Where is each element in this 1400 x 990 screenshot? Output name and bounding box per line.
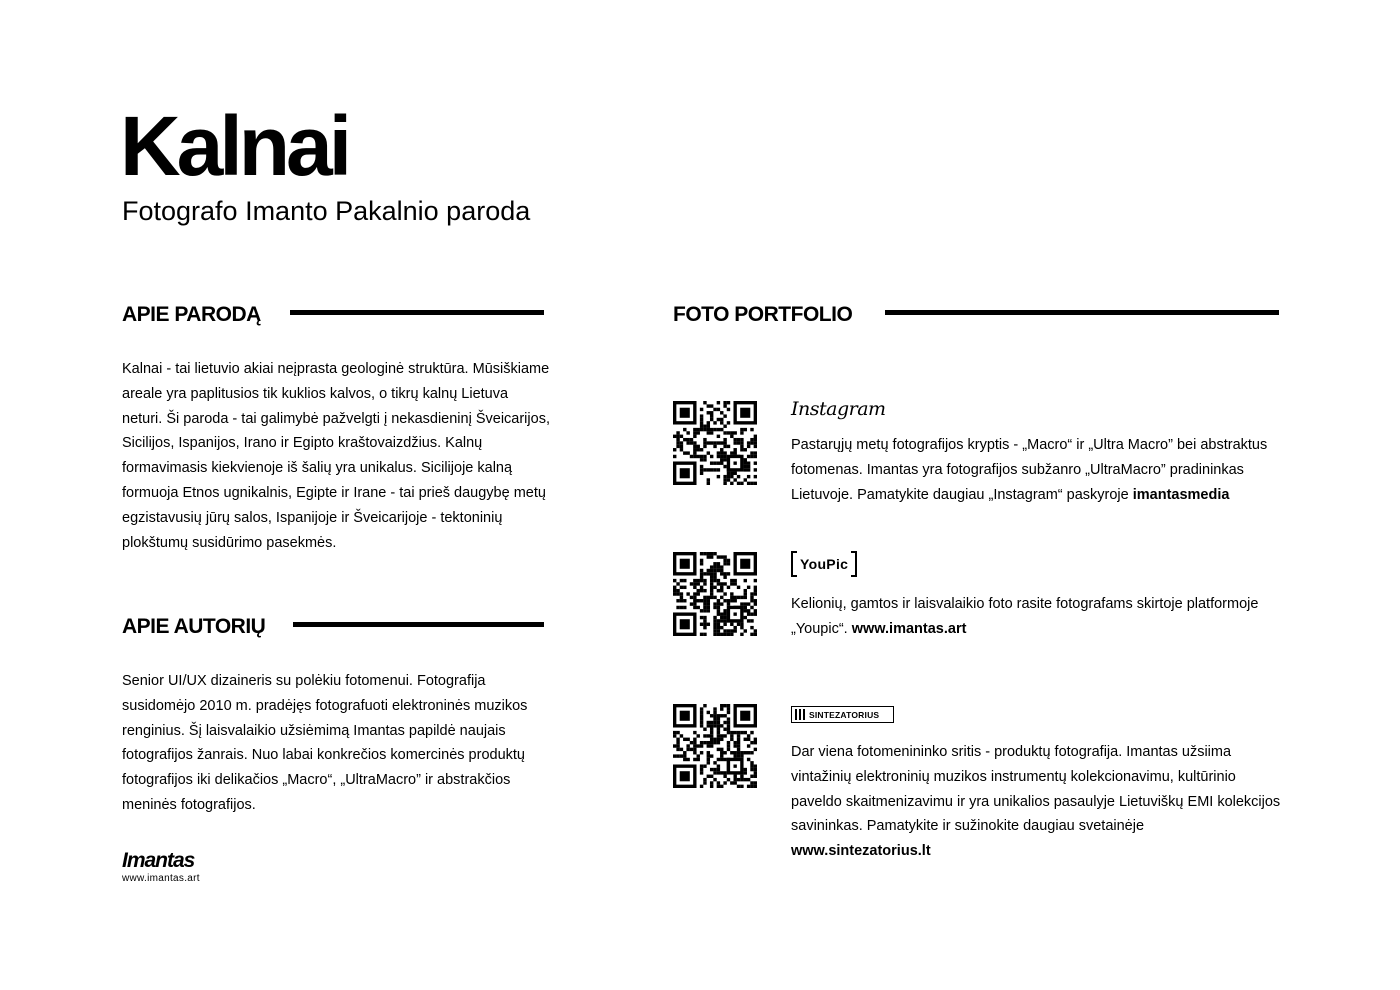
- text-line: meninės fotografijos.: [122, 796, 256, 813]
- text-line: savininkas. Pamatykite ir sužinokite daugiau svetainėje: [791, 818, 1145, 835]
- sintezatorius-text: [791, 740, 1311, 864]
- text-line: Sicilijos, Ispanijos, Irano ir Egipto kraštovaizdžius. Kalnų: [122, 435, 483, 452]
- text-line: paveldo skaitmenizavimu ir yra unikalios pasaulyje Lietuviškų EMI kolekcijos: [791, 793, 1281, 810]
- youpic-link[interactable]: www.imantas.art: [851, 620, 967, 637]
- about-author-heading: APIE AUTORIŲ: [122, 615, 266, 638]
- text-line: fotografijos iki delikačios „Macro“, „UltraMacro” ir abstrakčios: [122, 772, 511, 789]
- text-line: Pastarųjų metų fotografijos kryptis - „Macro“ ir „Ultra Macro” bei abstraktus: [791, 437, 1268, 453]
- youpic-logo[interactable]: [791, 552, 857, 576]
- text-line: egzistavusių jūrų salos, Ispanijoje ir Šveicarijoje - tektoninių: [122, 509, 503, 526]
- bracket-right-icon: [851, 551, 857, 577]
- text-line: plokštumų susidūrimo pasekmės.: [122, 534, 337, 551]
- text-line: fotomenas. Imantas yra fotografijos subžanro „UltraMacro” pradininkas: [791, 461, 1244, 478]
- section-divider: [885, 310, 1279, 315]
- about-exhibition-heading: APIE PARODĄ: [122, 303, 261, 326]
- qr-code-icon[interactable]: [673, 552, 757, 636]
- page-title: Kalnai: [120, 99, 349, 193]
- text-line: areale yra paplitusios tik kuklios kalvos, o tikrų kalnų Lietuva: [122, 385, 509, 402]
- text-line: Kelionių, gamtos ir laisvalaikio foto rasite fotografams skirtoje platformoje: [791, 596, 1259, 612]
- text-line: Kalnai - tai lietuvio akiai neįprasta geologinė struktūra. Mūsiškiame: [122, 361, 550, 377]
- section-divider: [293, 622, 544, 627]
- text-line: Dar viena fotomenininko sritis - produktų fotografija. Imantas užsiima: [791, 744, 1232, 760]
- text-line: „Youpic“.: [791, 620, 852, 637]
- portfolio-heading: FOTO PORTFOLIO: [673, 303, 853, 326]
- text-line: fotografijos žanrais. Nuo labai konkrečios komercinės produktų: [122, 747, 525, 764]
- text-line: vintažinių elektroninių muzikos instrumentų kolekcionavimu, kultūrinio: [791, 768, 1236, 785]
- brand-url: www.imantas.art: [122, 873, 200, 884]
- instagram-logo[interactable]: Instagram: [791, 398, 886, 420]
- instagram-text: [791, 433, 1311, 507]
- text-line: [791, 483, 1311, 508]
- text-line: neturi. Ši paroda - tai galimybė pažvelgti į nekasdieninį Šveicarijos,: [122, 410, 550, 427]
- sintezatorius-link[interactable]: www.sintezatorius.lt: [791, 843, 931, 860]
- youpic-text: [791, 592, 1311, 642]
- about-exhibition-text: [122, 357, 562, 555]
- text-line: susidomėjo 2010 m. pradėjęs fotografuoti elektroninės muzikos: [122, 697, 528, 714]
- youpic-logo-text: YouPic: [800, 556, 849, 572]
- about-author-text: [122, 669, 562, 818]
- piano-keys-icon: [795, 709, 805, 720]
- sintezatorius-logo-text: SINTEZATORIUS: [809, 709, 880, 720]
- page-subtitle: Fotografo Imanto Pakalnio paroda: [122, 196, 531, 226]
- instagram-handle-link[interactable]: imantasmedia: [1132, 486, 1230, 503]
- brand-name: Imantas: [122, 849, 195, 872]
- qr-code-icon[interactable]: [673, 401, 757, 485]
- text-line: Lietuvoje. Pamatykite daugiau „Instagram“ paskyroje: [791, 486, 1133, 503]
- text-line: Senior UI/UX dizaineris su polėkiu fotomenui. Fotografija: [122, 673, 486, 689]
- text-line: formavimasis kiekvienoje iš šalių yra unikalus. Sicilijoje kalną: [122, 460, 513, 477]
- section-divider: [290, 310, 544, 315]
- sintezatorius-logo[interactable]: [791, 706, 894, 723]
- qr-code-icon[interactable]: [673, 704, 757, 788]
- brand-logo: [122, 850, 200, 884]
- text-line: [791, 617, 1311, 642]
- text-line: formuoja Etnos ugnikalnis, Egipte ir Irane - tai prieš daugybę metų: [122, 484, 546, 501]
- text-line: renginius. Šį laisvalaikio užsiėmimą Imantas papildė naujais: [122, 722, 506, 739]
